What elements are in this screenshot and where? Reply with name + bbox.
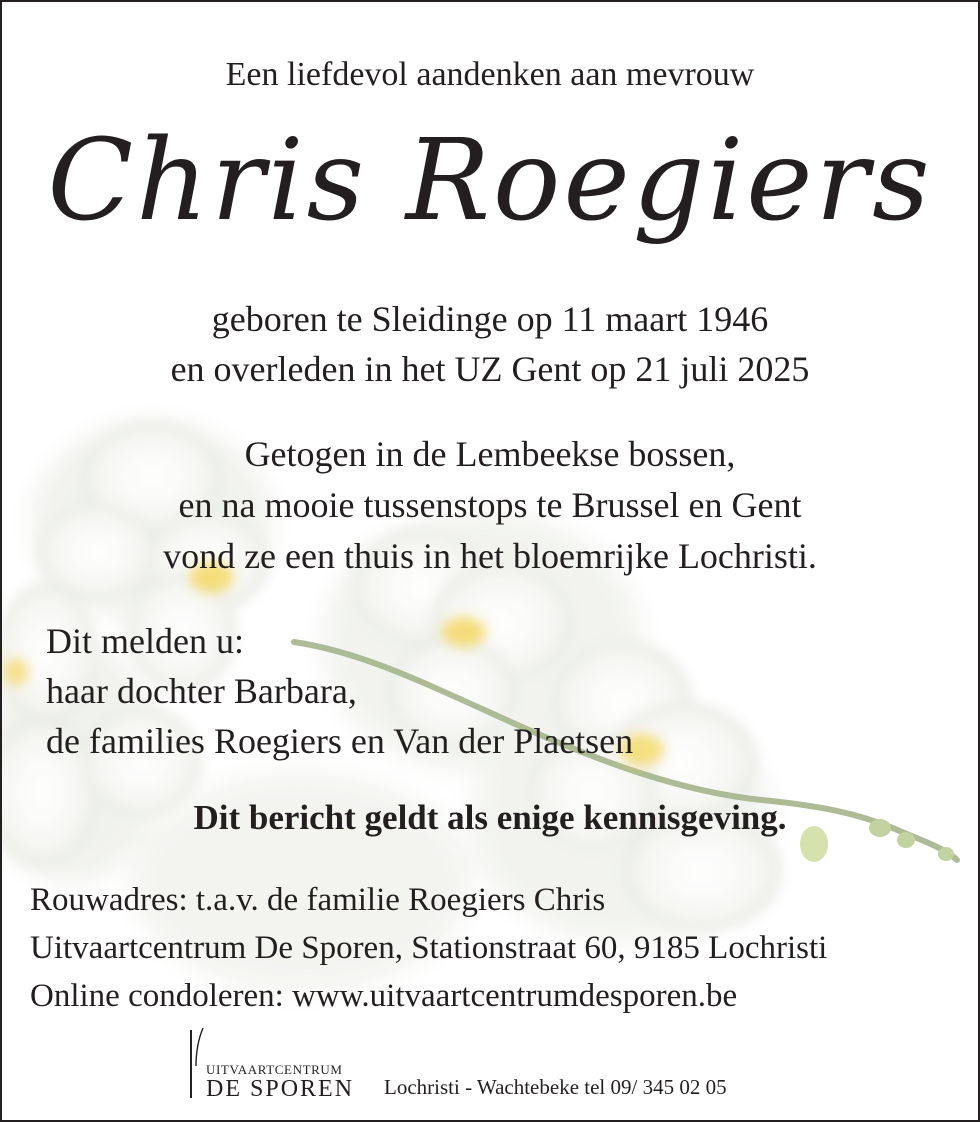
mourning-address-line: Rouwadres: t.a.v. de familie Roegiers Chris (30, 882, 606, 918)
intro-text: Een liefdevol aandenken aan mevrouw (225, 56, 755, 93)
announcers-line: de families Roegiers en Van der Plaetsen (46, 721, 634, 761)
life-summary-line: Getogen in de Lembeekse bossen, (244, 434, 736, 474)
announcers (46, 616, 633, 766)
death-line: en overleden in het UZ Gent op 21 juli 2025 (170, 349, 810, 389)
birth-line: geboren te Sleidinge op 11 maart 1946 (211, 299, 769, 339)
funeral-center-address-line: Uitvaartcentrum De Sporen, Stationstraat 60, 9185 Lochristi (30, 930, 828, 966)
announcers-line: haar dochter Barbara, (46, 671, 357, 711)
address-block (30, 876, 827, 1020)
footer-contact: Lochristi - Wachtebeke tel 09/ 345 02 05 (384, 1075, 727, 1099)
announcers-line: Dit melden u: (46, 621, 244, 661)
logo-subtitle: UITVAARTCENTRUM (206, 1062, 343, 1077)
notice-statement: Dit bericht geldt als enige kennisgeving. (193, 798, 787, 837)
life-summary (2, 429, 978, 582)
deceased-name: Chris Roegiers (47, 116, 933, 246)
birth-death-info (2, 294, 978, 394)
life-summary-line: vond ze een thuis in het bloemrijke Lochristi. (163, 536, 817, 576)
life-summary-line: en na mooie tussenstops te Brussel en Gent (178, 485, 802, 525)
logo-divider (190, 1030, 192, 1098)
online-condolence-line: Online condoleren: www.uitvaartcentrumdesporen.be (30, 978, 738, 1014)
logo-title: DE SPOREN (206, 1076, 355, 1102)
funeral-home-logo (182, 1026, 374, 1102)
sprout-logo-icon (184, 1026, 204, 1066)
